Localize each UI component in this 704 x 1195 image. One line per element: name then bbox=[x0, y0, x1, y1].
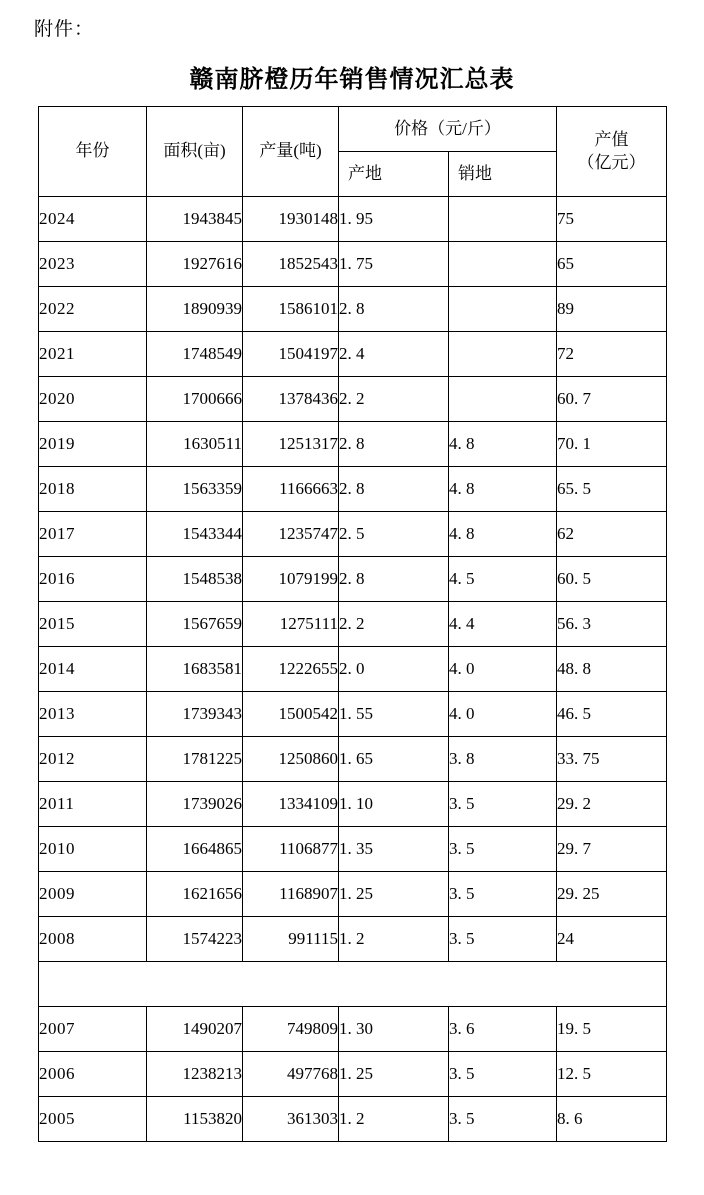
cell-year: 2019 bbox=[39, 422, 147, 467]
column-header-value bbox=[557, 107, 667, 197]
sales-summary-table bbox=[38, 106, 667, 1142]
cell-value: 46. 5 bbox=[557, 692, 667, 737]
cell-price-origin: 2. 2 bbox=[339, 377, 449, 422]
cell-price-origin: 1. 55 bbox=[339, 692, 449, 737]
column-header-area: 面积(亩) bbox=[147, 107, 243, 197]
cell-value: 70. 1 bbox=[557, 422, 667, 467]
cell-value: 65. 5 bbox=[557, 467, 667, 512]
column-header-price-market: 销地 bbox=[449, 152, 557, 197]
cell-year: 2006 bbox=[39, 1052, 147, 1097]
table-header-row-1 bbox=[39, 107, 667, 152]
cell-year: 2017 bbox=[39, 512, 147, 557]
cell-price-market: 3. 5 bbox=[449, 872, 557, 917]
cell-output: 1378436 bbox=[243, 377, 339, 422]
cell-price-market: 3. 6 bbox=[449, 1007, 557, 1052]
table-row bbox=[39, 872, 667, 917]
cell-area: 1890939 bbox=[147, 287, 243, 332]
cell-price-origin: 1. 30 bbox=[339, 1007, 449, 1052]
cell-output: 361303 bbox=[243, 1097, 339, 1142]
table-row bbox=[39, 422, 667, 467]
attachment-label: 附件： bbox=[34, 19, 95, 40]
page-break-spacer bbox=[39, 962, 667, 1007]
cell-year: 2013 bbox=[39, 692, 147, 737]
cell-output: 1106877 bbox=[243, 827, 339, 872]
cell-price-origin: 1. 95 bbox=[339, 197, 449, 242]
cell-price-origin: 2. 8 bbox=[339, 557, 449, 602]
table-row bbox=[39, 242, 667, 287]
cell-value: 62 bbox=[557, 512, 667, 557]
cell-year: 2010 bbox=[39, 827, 147, 872]
cell-area: 1683581 bbox=[147, 647, 243, 692]
cell-price-market bbox=[449, 197, 557, 242]
table-row bbox=[39, 917, 667, 962]
cell-price-origin: 1. 65 bbox=[339, 737, 449, 782]
cell-price-market: 3. 8 bbox=[449, 737, 557, 782]
cell-output: 1275111 bbox=[243, 602, 339, 647]
cell-price-market: 4. 8 bbox=[449, 422, 557, 467]
cell-output: 1166663 bbox=[243, 467, 339, 512]
cell-price-origin: 2. 8 bbox=[339, 287, 449, 332]
cell-output: 1250860 bbox=[243, 737, 339, 782]
cell-price-origin: 2. 8 bbox=[339, 422, 449, 467]
cell-output: 1168907 bbox=[243, 872, 339, 917]
cell-year: 2009 bbox=[39, 872, 147, 917]
cell-area: 1621656 bbox=[147, 872, 243, 917]
cell-year: 2018 bbox=[39, 467, 147, 512]
table-row bbox=[39, 827, 667, 872]
cell-price-origin: 2. 2 bbox=[339, 602, 449, 647]
cell-price-origin: 2. 5 bbox=[339, 512, 449, 557]
cell-price-market: 4. 0 bbox=[449, 692, 557, 737]
page-break-spacer-cell bbox=[39, 962, 667, 1007]
table-row bbox=[39, 737, 667, 782]
cell-price-market: 3. 5 bbox=[449, 917, 557, 962]
cell-area: 1563359 bbox=[147, 467, 243, 512]
page-title: 赣南脐橙历年销售情况汇总表 bbox=[189, 67, 515, 93]
cell-price-origin: 1. 10 bbox=[339, 782, 449, 827]
column-header-year: 年份 bbox=[39, 107, 147, 197]
cell-output: 1930148 bbox=[243, 197, 339, 242]
table-row bbox=[39, 332, 667, 377]
cell-price-market: 3. 5 bbox=[449, 1052, 557, 1097]
cell-value: 24 bbox=[557, 917, 667, 962]
cell-area: 1664865 bbox=[147, 827, 243, 872]
cell-output: 1235747 bbox=[243, 512, 339, 557]
cell-area: 1630511 bbox=[147, 422, 243, 467]
cell-output: 1586101 bbox=[243, 287, 339, 332]
table-row bbox=[39, 512, 667, 557]
table-body bbox=[39, 197, 667, 1142]
cell-area: 1574223 bbox=[147, 917, 243, 962]
cell-area: 1739026 bbox=[147, 782, 243, 827]
cell-price-origin: 1. 25 bbox=[339, 1052, 449, 1097]
table-header bbox=[39, 107, 667, 197]
table-row bbox=[39, 1052, 667, 1097]
cell-price-origin: 1. 75 bbox=[339, 242, 449, 287]
cell-area: 1153820 bbox=[147, 1097, 243, 1142]
cell-value: 33. 75 bbox=[557, 737, 667, 782]
cell-price-market: 4. 5 bbox=[449, 557, 557, 602]
cell-price-origin: 1. 2 bbox=[339, 1097, 449, 1142]
cell-price-market bbox=[449, 377, 557, 422]
cell-year: 2012 bbox=[39, 737, 147, 782]
cell-area: 1490207 bbox=[147, 1007, 243, 1052]
cell-area: 1548538 bbox=[147, 557, 243, 602]
cell-area: 1567659 bbox=[147, 602, 243, 647]
cell-value: 19. 5 bbox=[557, 1007, 667, 1052]
cell-value: 75 bbox=[557, 197, 667, 242]
cell-area: 1543344 bbox=[147, 512, 243, 557]
table-container bbox=[0, 106, 704, 1142]
cell-output: 1079199 bbox=[243, 557, 339, 602]
column-header-price-origin: 产地 bbox=[339, 152, 449, 197]
cell-area: 1781225 bbox=[147, 737, 243, 782]
table-row bbox=[39, 377, 667, 422]
table-row bbox=[39, 1007, 667, 1052]
table-row bbox=[39, 692, 667, 737]
cell-value: 56. 3 bbox=[557, 602, 667, 647]
column-header-value-line1: 产值 bbox=[594, 129, 629, 149]
cell-price-origin: 1. 35 bbox=[339, 827, 449, 872]
column-header-value-line2: （亿元） bbox=[577, 152, 646, 172]
cell-price-market: 3. 5 bbox=[449, 1097, 557, 1142]
cell-year: 2011 bbox=[39, 782, 147, 827]
cell-price-market: 4. 0 bbox=[449, 647, 557, 692]
cell-output: 497768 bbox=[243, 1052, 339, 1097]
cell-value: 29. 25 bbox=[557, 872, 667, 917]
cell-year: 2014 bbox=[39, 647, 147, 692]
cell-area: 1739343 bbox=[147, 692, 243, 737]
cell-year: 2021 bbox=[39, 332, 147, 377]
cell-price-origin: 1. 25 bbox=[339, 872, 449, 917]
cell-area: 1943845 bbox=[147, 197, 243, 242]
cell-value: 72 bbox=[557, 332, 667, 377]
cell-value: 48. 8 bbox=[557, 647, 667, 692]
cell-area: 1700666 bbox=[147, 377, 243, 422]
table-row bbox=[39, 287, 667, 332]
cell-price-origin: 2. 8 bbox=[339, 467, 449, 512]
cell-value: 60. 7 bbox=[557, 377, 667, 422]
cell-price-market: 3. 5 bbox=[449, 827, 557, 872]
cell-value: 8. 6 bbox=[557, 1097, 667, 1142]
cell-price-market: 3. 5 bbox=[449, 782, 557, 827]
cell-value: 12. 5 bbox=[557, 1052, 667, 1097]
cell-output: 991115 bbox=[243, 917, 339, 962]
cell-value: 60. 5 bbox=[557, 557, 667, 602]
cell-year: 2007 bbox=[39, 1007, 147, 1052]
cell-output: 1500542 bbox=[243, 692, 339, 737]
cell-year: 2015 bbox=[39, 602, 147, 647]
cell-output: 749809 bbox=[243, 1007, 339, 1052]
cell-year: 2008 bbox=[39, 917, 147, 962]
cell-price-market bbox=[449, 242, 557, 287]
table-row bbox=[39, 467, 667, 512]
cell-value: 29. 2 bbox=[557, 782, 667, 827]
table-row bbox=[39, 1097, 667, 1142]
column-header-price-group: 价格（元/斤） bbox=[339, 107, 557, 152]
cell-price-market: 4. 8 bbox=[449, 467, 557, 512]
table-row bbox=[39, 602, 667, 647]
cell-value: 89 bbox=[557, 287, 667, 332]
cell-year: 2020 bbox=[39, 377, 147, 422]
cell-price-origin: 2. 0 bbox=[339, 647, 449, 692]
cell-output: 1852543 bbox=[243, 242, 339, 287]
cell-area: 1238213 bbox=[147, 1052, 243, 1097]
cell-year: 2022 bbox=[39, 287, 147, 332]
cell-year: 2005 bbox=[39, 1097, 147, 1142]
cell-price-market: 4. 8 bbox=[449, 512, 557, 557]
cell-area: 1927616 bbox=[147, 242, 243, 287]
cell-area: 1748549 bbox=[147, 332, 243, 377]
cell-price-market: 4. 4 bbox=[449, 602, 557, 647]
cell-price-market bbox=[449, 287, 557, 332]
cell-price-market bbox=[449, 332, 557, 377]
cell-price-origin: 1. 2 bbox=[339, 917, 449, 962]
table-row bbox=[39, 782, 667, 827]
cell-output: 1504197 bbox=[243, 332, 339, 377]
cell-output: 1222655 bbox=[243, 647, 339, 692]
cell-year: 2023 bbox=[39, 242, 147, 287]
cell-value: 65 bbox=[557, 242, 667, 287]
cell-year: 2024 bbox=[39, 197, 147, 242]
table-row bbox=[39, 197, 667, 242]
table-row bbox=[39, 557, 667, 602]
table-row bbox=[39, 647, 667, 692]
cell-price-origin: 2. 4 bbox=[339, 332, 449, 377]
column-header-output: 产量(吨) bbox=[243, 107, 339, 197]
cell-year: 2016 bbox=[39, 557, 147, 602]
cell-output: 1334109 bbox=[243, 782, 339, 827]
cell-value: 29. 7 bbox=[557, 827, 667, 872]
cell-output: 1251317 bbox=[243, 422, 339, 467]
